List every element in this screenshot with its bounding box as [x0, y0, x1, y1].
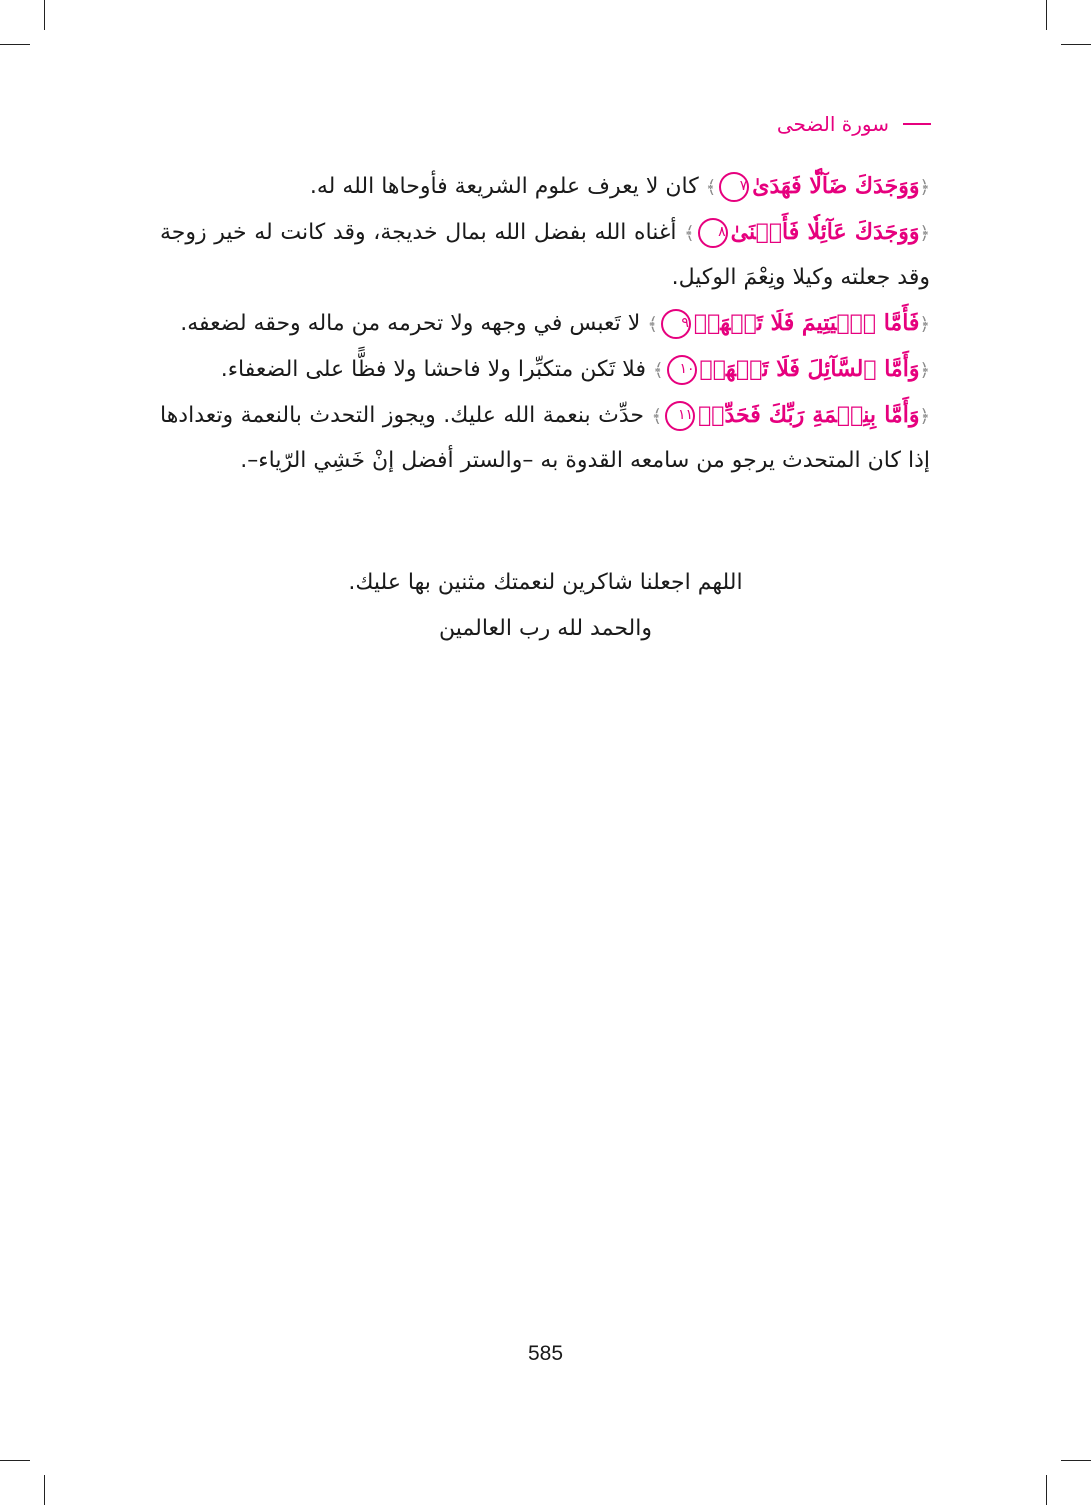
running-header [777, 112, 931, 136]
header-rule [903, 123, 931, 125]
verse-number: ٩ [661, 309, 691, 339]
bracket-ornament-icon: ﴿ [919, 223, 931, 245]
explanation: لا تَعبس في وجهه ولا تحرمه من ماله وحقه لضعفه. [180, 310, 641, 336]
verse-entry [160, 393, 930, 483]
verse-text: فَأَمَّا ٱلۡيَتِيمَ فَلَا تَقۡهَرۡ [693, 309, 920, 336]
explanation: كان لا يعرف علوم الشريعة فأوحاها الله له. [309, 174, 699, 199]
crop-mark [1061, 44, 1091, 45]
verse-entry [160, 164, 930, 210]
bracket-ornament-icon: ﴾ [647, 313, 658, 335]
bracket-ornament-icon: ﴿ [919, 359, 930, 381]
closing-prayer [0, 560, 1091, 652]
verse-text: وَوَجَدَكَ عَآئِلٗا فَأَغۡنَىٰ [730, 219, 920, 246]
verse-entry [160, 347, 930, 393]
explanation: أغناه الله بفضل الله بمال خديجة، وقد كانت له خير زوجة وقد جعلته وكيلا ونِعْمَ الوكيل. [160, 220, 930, 291]
bracket-ornament-icon: ﴿ [919, 313, 930, 335]
crop-mark [1061, 1460, 1091, 1461]
verse-entry [160, 210, 930, 300]
verse-text: وَأَمَّا بِنِعۡمَةِ رَبِّكَ فَحَدِّثۡ [698, 402, 920, 429]
bracket-ornament-icon: ﴿ [919, 406, 930, 428]
bracket-ornament-icon: ﴾ [705, 177, 717, 198]
verse-entry [160, 301, 930, 347]
verse-number: ٨ [698, 218, 728, 248]
explanation: فلا تَكن متكبِّرا ولا فاحشا ولا فظًّا على الضعفاء. [220, 356, 646, 382]
verse-number: ١٠ [667, 355, 697, 385]
crop-mark [1046, 0, 1047, 30]
page-number: 585 [527, 1342, 564, 1365]
bracket-ornament-icon: ﴾ [684, 223, 695, 245]
crop-mark [0, 1460, 30, 1461]
crop-mark [1046, 1475, 1047, 1505]
closing-line: اللهم اجعلنا شاكرين لنعمتك مثنين بها عليك. [348, 570, 743, 595]
verse-number: ٧ [719, 172, 749, 202]
crop-mark [44, 1475, 45, 1505]
crop-mark [0, 44, 30, 45]
surah-title: سورة الضحى [776, 112, 889, 136]
bracket-ornament-icon: ﴾ [652, 359, 664, 381]
bracket-ornament-icon: ﴿ [919, 177, 930, 198]
bracket-ornament-icon: ﴾ [651, 406, 663, 428]
tafsir-content [160, 164, 930, 483]
verse-text: وَأَمَّا ٱلسَّآئِلَ فَلَا تَنۡهَرۡ [699, 355, 920, 382]
verse-number: ١١ [665, 401, 695, 431]
closing-line: والحمد لله رب العالمين [439, 616, 652, 641]
explanation: حدِّث بنعمة الله عليك. ويجوز التحدث بالنعمة وتعدادها إذا كان المتحدث يرجو من سامعه القدوة به –والستر أفضل إنْ خَشِي الرّياء–. [160, 403, 930, 474]
crop-mark [44, 0, 45, 30]
verse-text: وَوَجَدَكَ ضَآلّٗا فَهَدَىٰ [752, 173, 920, 199]
